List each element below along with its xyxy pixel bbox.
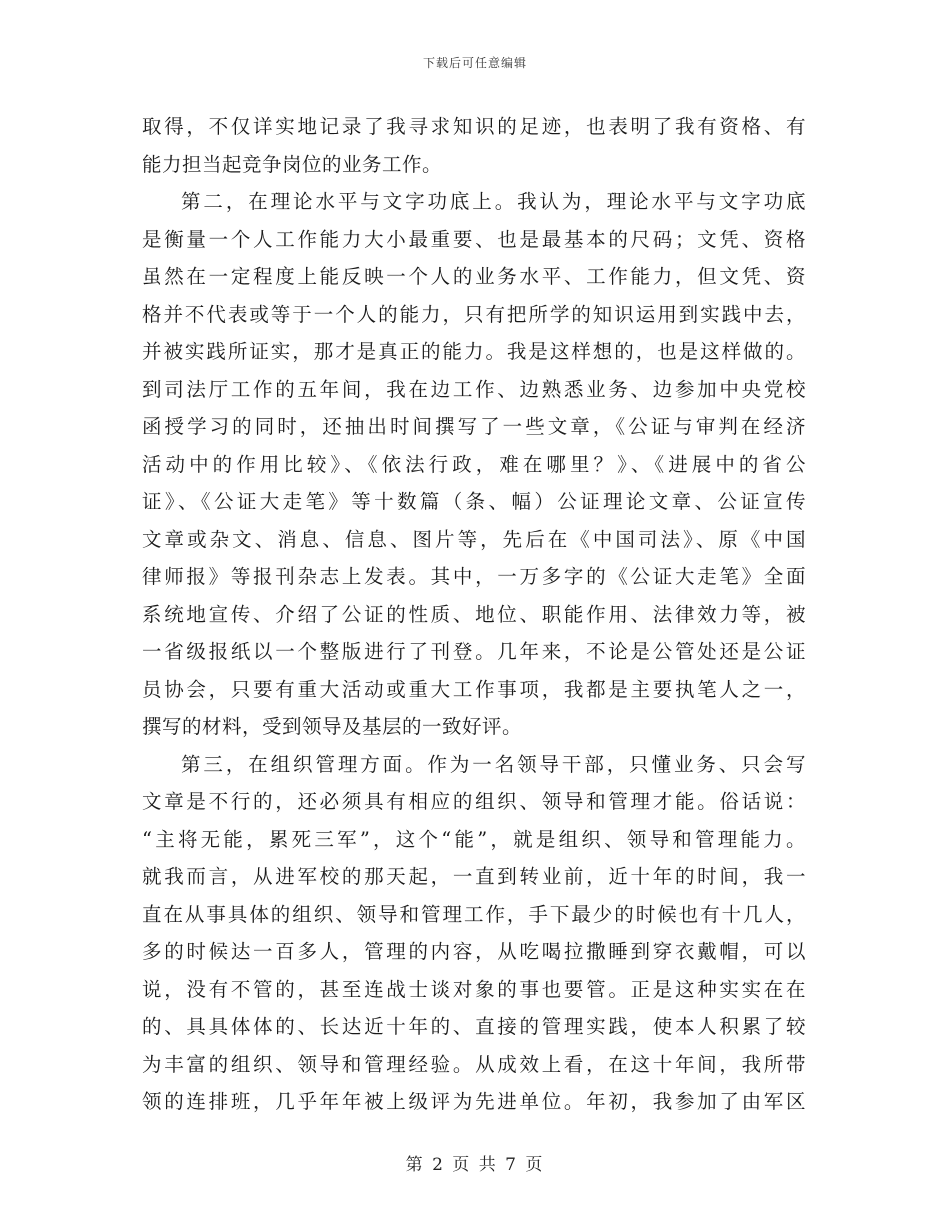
text-line: 是衡量一个人工作能力大小最重要、也是最基本的尺码；文凭、资格 [142, 227, 806, 251]
text-line: 多的时候达一百多人，管理的内容，从吃喝拉撒睡到穿衣戴帽，可以 [142, 940, 806, 963]
text-line: 虽然在一定程度上能反映一个人的业务水平、工作能力，但文凭、资 [142, 265, 806, 288]
document-body [142, 108, 806, 1121]
text-line: 撰写的材料，受到领导及基层的一致好评。 [142, 715, 523, 738]
text-line: 的、具具体体的、长达近十年的、直接的管理实践，使本人积累了较 [142, 1015, 806, 1038]
text-line: 直在从事具体的组织、领导和管理工作，手下最少的时候也有十几人， [142, 902, 806, 926]
text-line: “主将无能，累死三军”，这个“能”，就是组织、领导和管理能力。 [142, 827, 806, 851]
text-line: 律师报》等报刊杂志上发表。其中，一万多字的《公证大走笔》全面 [142, 565, 806, 588]
text-line: 一省级报纸以一个整版进行了刊登。几年来，不论是公管处还是公证 [142, 640, 806, 663]
text-line: 能力担当起竞争岗位的业务工作。 [142, 152, 443, 176]
text-line: 系统地宣传、介绍了公证的性质、地位、职能作用、法律效力等，被 [142, 602, 806, 626]
page-footer: 第 2 页 共 7 页 [405, 1155, 545, 1175]
text-line: 证》、《公证大走笔》等十数篇（条、幅）公证理论文章、公证宣传 [142, 490, 806, 513]
text-line: 领的连排班，几乎年年被上级评为先进单位。年初，我参加了由军区 [142, 1090, 806, 1113]
text-line: 说，没有不管的，甚至连战士谈对象的事也要管。正是这种实实在在 [142, 977, 806, 1001]
text-line: 取得，不仅详实地记录了我寻求知识的足迹，也表明了我有资格、有 [142, 115, 806, 138]
text-line: 就我而言，从进军校的那天起，一直到转业前，近十年的时间，我一 [142, 865, 806, 888]
text-line: 文章或杂文、消息、信息、图片等，先后在《中国司法》、原《中国 [142, 527, 806, 551]
text-line: 格并不代表或等于一个人的能力，只有把所学的知识运用到实践中去， [142, 302, 806, 326]
text-line: 为丰富的组织、领导和管理经验。从成效上看，在这十年间，我所带 [142, 1052, 806, 1076]
text-line: 第三，在组织管理方面。作为一名领导干部，只懂业务、只会写 [181, 752, 806, 776]
text-line: 员协会，只要有重大活动或重大工作事项，我都是主要执笔人之一， [142, 677, 806, 701]
text-line: 文章是不行的，还必须具有相应的组织、领导和管理才能。俗话说： [142, 790, 806, 813]
text-line: 到司法厅工作的五年间，我在边工作、边熟悉业务、边参加中央党校 [142, 377, 806, 401]
page-header: 下载后可任意编辑 [422, 56, 527, 70]
text-line: 第二，在理论水平与文字功底上。我认为，理论水平与文字功底 [181, 190, 806, 213]
text-line: 函授学习的同时，还抽出时间撰写了一些文章，《公证与审判在经济 [142, 415, 806, 438]
text-line: 并被实践所证实，那才是真正的能力。我是这样想的，也是这样做的。 [142, 340, 806, 363]
text-line: 活动中的作用比较》、《依法行政，难在哪里？》、《进展中的省公 [142, 452, 806, 476]
